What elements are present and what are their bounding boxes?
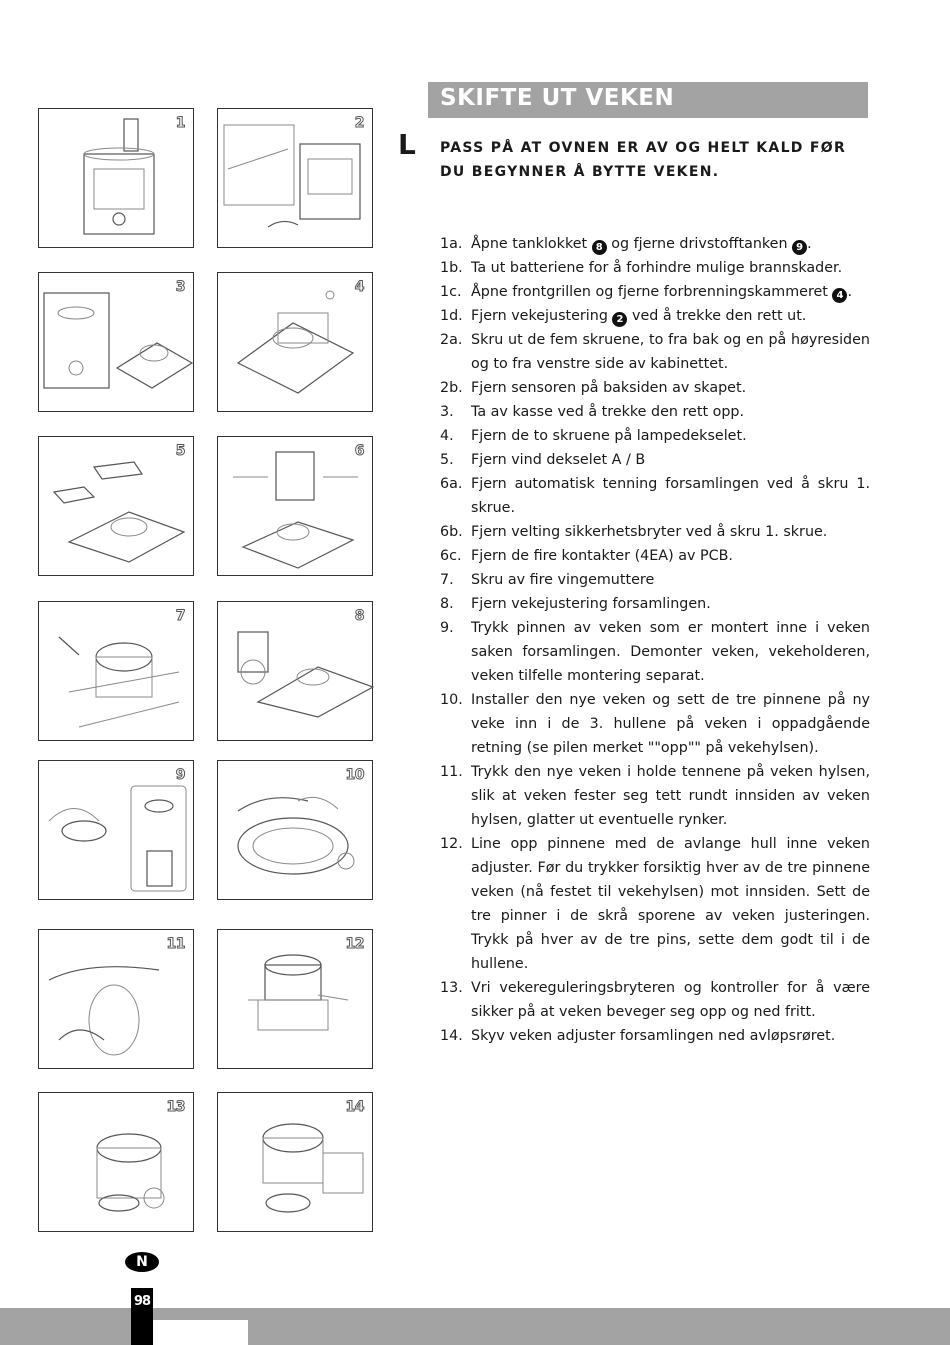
step-item — [440, 760, 870, 832]
step-number: 2b. — [440, 380, 463, 396]
step-text — [471, 448, 870, 472]
step-text-segment: Trykk den nye veken i holde tennene på veken hylsen, slik at veken fester seg tett rundt innsiden av veken hylsen, glatter ut eventuelle rynker. — [471, 764, 870, 828]
step-item — [440, 328, 870, 376]
step-item — [440, 544, 870, 568]
figure-panel-5 — [38, 436, 194, 576]
step-text — [471, 520, 870, 544]
section-title-bar — [428, 82, 868, 118]
figure-panel-4 — [217, 272, 373, 412]
step-text-segment: ved å trekke den rett ut. — [627, 308, 807, 324]
step-number: 11. — [440, 764, 463, 780]
step-text — [471, 832, 870, 976]
step-text-segment: Fjern vind dekselet A / B — [471, 452, 646, 468]
figure-illustration — [218, 602, 374, 742]
figure-illustration — [218, 109, 374, 249]
step-number: 3. — [440, 404, 454, 420]
figure-number: 3 — [175, 279, 185, 295]
step-text-segment: Trykk pinnen av veken som er montert inne i veken saken forsamlingen. Demonter veken, vekeholderen, veken tilfelle montering separat. — [471, 620, 870, 684]
step-text — [471, 592, 870, 616]
figure-panel-10 — [217, 760, 373, 900]
step-item — [440, 376, 870, 400]
side-mark: L — [398, 128, 416, 161]
part-number-badge: 9 — [792, 240, 807, 255]
figure-panel-7 — [38, 601, 194, 741]
step-text-segment: Skru ut de fem skruene, to fra bak og en på høyresiden og to fra venstre side av kabinettet. — [471, 332, 870, 372]
step-text-segment: Åpne tanklokket — [471, 236, 592, 252]
step-item — [440, 616, 870, 688]
part-number-badge: 8 — [592, 240, 607, 255]
figure-number: 1 — [175, 115, 185, 131]
step-text — [471, 544, 870, 568]
figure-panel-1 — [38, 108, 194, 248]
figure-number: 12 — [345, 936, 364, 952]
warning-text: PASS PÅ AT OVNEN ER AV OG HELT KALD FØR DU BEGYNNER Å BYTTE VEKEN. — [440, 140, 847, 180]
step-number: 2a. — [440, 332, 463, 348]
step-text-segment: Vri vekereguleringsbryteren og kontroller for å være sikker på at veken beveger seg opp og ned fritt. — [471, 980, 870, 1020]
step-item — [440, 472, 870, 520]
step-text — [471, 304, 870, 328]
figure-panel-12 — [217, 929, 373, 1069]
part-number-badge: 4 — [832, 288, 847, 303]
step-text — [471, 400, 870, 424]
step-text-segment: . — [847, 284, 853, 300]
step-text-segment: Fjern vekejustering — [471, 308, 613, 324]
step-text — [471, 328, 870, 376]
step-text — [471, 1024, 870, 1048]
footer-strip — [153, 1320, 248, 1345]
step-item — [440, 592, 870, 616]
step-text — [471, 472, 870, 520]
figure-panel-9 — [38, 760, 194, 900]
figure-illustration — [39, 761, 195, 901]
page-number: 98 — [134, 1294, 151, 1309]
step-text-segment: Skyv veken adjuster forsamlingen ned avløpsrøret. — [471, 1028, 836, 1044]
step-text-segment: og fjerne drivstofftanken — [606, 236, 793, 252]
figure-illustration — [218, 437, 374, 577]
step-item — [440, 832, 870, 976]
step-text — [471, 256, 870, 280]
step-text-segment: Åpne frontgrillen og fjerne forbrenningskammeret — [471, 284, 833, 300]
figure-panel-11 — [38, 929, 194, 1069]
steps-list — [440, 232, 870, 1048]
step-number: 10. — [440, 692, 463, 708]
figure-number: 8 — [354, 608, 364, 624]
step-number: 1b. — [440, 260, 463, 276]
step-item — [440, 424, 870, 448]
step-text — [471, 688, 870, 760]
step-item — [440, 448, 870, 472]
step-text-segment: Installer den nye veken og sett de tre pinnene på ny veke inn i de 3. hullene på veken i oppadgående retning (se pilen merket ""opp"" på vekehylsen). — [471, 692, 870, 756]
step-item — [440, 280, 870, 304]
step-number: 7. — [440, 572, 454, 588]
figure-illustration — [39, 437, 195, 577]
part-number-badge: 2 — [612, 312, 627, 327]
step-number: 5. — [440, 452, 454, 468]
page-number-tab — [131, 1288, 153, 1345]
step-text-segment: Fjern vekejustering forsamlingen. — [471, 596, 711, 612]
section-title: SKIFTE UT VEKEN — [440, 85, 675, 111]
figure-number: 13 — [166, 1099, 185, 1115]
figure-panel-6 — [217, 436, 373, 576]
step-number: 13. — [440, 980, 463, 996]
figure-number: 9 — [175, 767, 185, 783]
step-text-segment: Fjern sensoren på baksiden av skapet. — [471, 380, 747, 396]
figure-illustration — [39, 273, 195, 413]
figure-panel-2 — [217, 108, 373, 248]
step-text-segment: Fjern automatisk tenning forsamlingen ved å skru 1. skrue. — [471, 476, 870, 516]
step-text-segment: Ta ut batteriene for å forhindre mulige brannskader. — [471, 260, 843, 276]
step-text-segment: Ta av kasse ved å trekke den rett opp. — [471, 404, 745, 420]
figure-number: 10 — [345, 767, 364, 783]
step-number: 4. — [440, 428, 454, 444]
step-text — [471, 976, 870, 1024]
step-item — [440, 520, 870, 544]
step-text — [471, 760, 870, 832]
step-item — [440, 400, 870, 424]
figure-number: 2 — [354, 115, 364, 131]
step-item — [440, 568, 870, 592]
step-item — [440, 1024, 870, 1048]
step-text-segment: Fjern velting sikkerhetsbryter ved å skru 1. skrue. — [471, 524, 828, 540]
step-item — [440, 688, 870, 760]
step-number: 1a. — [440, 236, 463, 252]
step-text — [471, 424, 870, 448]
figure-number: 5 — [175, 443, 185, 459]
figure-illustration — [39, 109, 195, 249]
step-text — [471, 568, 870, 592]
step-text-segment: Line opp pinnene med de avlange hull inne veken adjuster. Før du trykker forsiktig hver av de tre pinnene veken (nå festet til vekehylsen) mot innsiden. Sett de tre pinner i de skrå sporene av veken justeringen. Trykk på hver av de tre pins, sette dem godt til i de hullene. — [471, 836, 870, 972]
step-text — [471, 616, 870, 688]
step-number: 6a. — [440, 476, 463, 492]
figure-number: 6 — [354, 443, 364, 459]
figure-panel-13 — [38, 1092, 194, 1232]
figure-number: 11 — [166, 936, 185, 952]
step-item — [440, 232, 870, 256]
step-text-segment: Fjern de to skruene på lampedekselet. — [471, 428, 747, 444]
step-number: 12. — [440, 836, 463, 852]
figure-panel-14 — [217, 1092, 373, 1232]
figure-illustration — [218, 273, 374, 413]
step-text — [471, 232, 870, 256]
figure-panel-8 — [217, 601, 373, 741]
step-item — [440, 976, 870, 1024]
figure-number: 4 — [354, 279, 364, 295]
step-text-segment: Skru av fire vingemuttere — [471, 572, 655, 588]
step-number: 1d. — [440, 308, 463, 324]
step-number: 6b. — [440, 524, 463, 540]
step-text-segment: . — [807, 236, 812, 252]
figure-panel-3 — [38, 272, 194, 412]
step-text — [471, 280, 870, 304]
step-number: 6c. — [440, 548, 462, 564]
step-number: 1c. — [440, 284, 462, 300]
step-text — [471, 376, 870, 400]
figure-illustration — [39, 602, 195, 742]
step-item — [440, 304, 870, 328]
step-item — [440, 256, 870, 280]
step-number: 14. — [440, 1028, 463, 1044]
language-badge: N — [125, 1252, 159, 1272]
figure-number: 14 — [345, 1099, 364, 1115]
step-text-segment: Fjern de fire kontakter (4EA) av PCB. — [471, 548, 733, 564]
figure-number: 7 — [175, 608, 185, 624]
step-number: 9. — [440, 620, 454, 636]
step-number: 8. — [440, 596, 454, 612]
